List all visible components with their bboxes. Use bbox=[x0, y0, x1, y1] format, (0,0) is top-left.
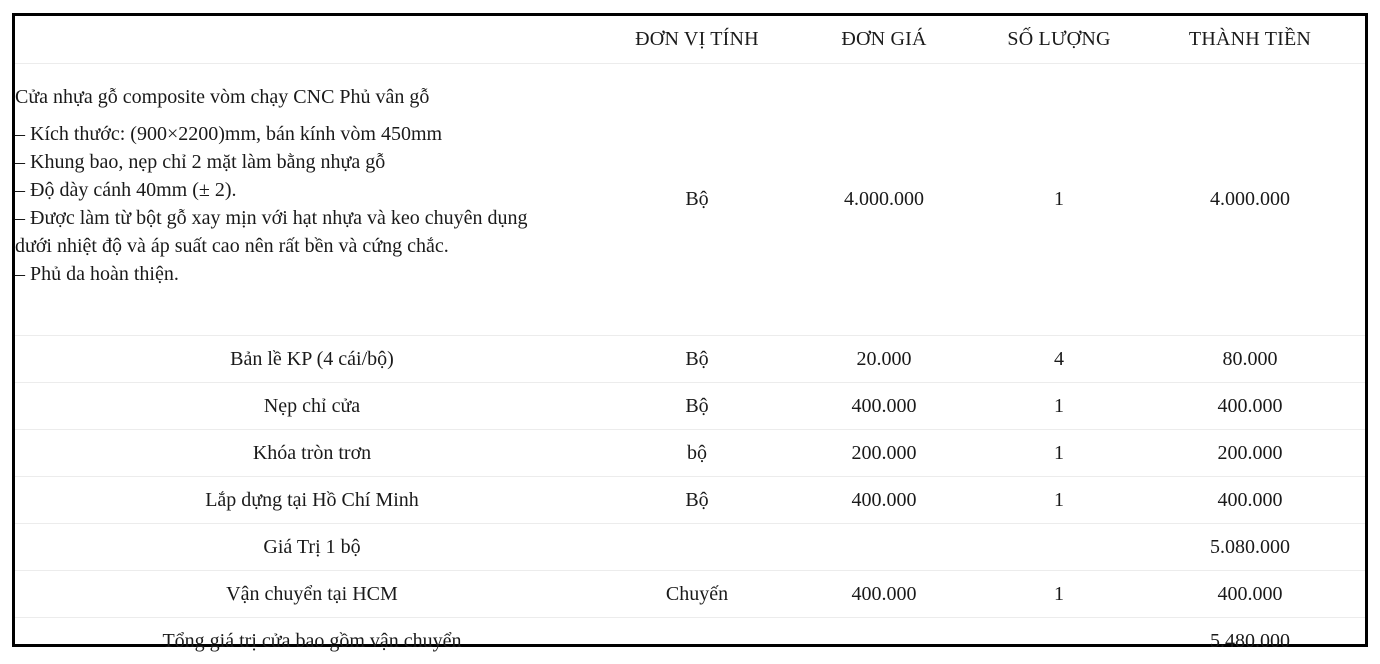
cell-total: 400.000 bbox=[1135, 383, 1365, 430]
cell-total: 80.000 bbox=[1135, 336, 1365, 383]
cell-total: 400.000 bbox=[1135, 571, 1365, 618]
cell-total: 4.000.000 bbox=[1135, 64, 1365, 336]
quote-table-frame bbox=[12, 13, 1368, 647]
cell-total: 5.480.000 bbox=[1135, 618, 1365, 664]
cell-name: Vận chuyển tại HCM bbox=[15, 571, 609, 618]
cell-unit: bộ bbox=[609, 430, 785, 477]
cell-price: 400.000 bbox=[785, 571, 983, 618]
cell-price bbox=[785, 524, 983, 571]
header-unit: ĐƠN VỊ TÍNH bbox=[609, 16, 785, 64]
table-header-row bbox=[15, 16, 1365, 64]
main-product-row bbox=[15, 64, 1365, 336]
cell-total: 5.080.000 bbox=[1135, 524, 1365, 571]
product-description bbox=[15, 64, 609, 336]
cell-unit: Bộ bbox=[609, 477, 785, 524]
cell-quantity: 1 bbox=[983, 571, 1135, 618]
header-quantity: SỐ LƯỢNG bbox=[983, 16, 1135, 64]
cell-unit: Chuyến bbox=[609, 571, 785, 618]
cell-quantity: 1 bbox=[983, 383, 1135, 430]
cell-name: Giá Trị 1 bộ bbox=[15, 524, 609, 571]
cell-quantity: 4 bbox=[983, 336, 1135, 383]
table-row bbox=[15, 571, 1365, 618]
table-row bbox=[15, 477, 1365, 524]
cell-name: Khóa tròn trơn bbox=[15, 430, 609, 477]
spec-line: dưới nhiệt độ và áp suất cao nên rất bền và cứng chắc. bbox=[15, 232, 609, 260]
cell-total: 200.000 bbox=[1135, 430, 1365, 477]
grand-total-row bbox=[15, 618, 1365, 664]
subtotal-row bbox=[15, 524, 1365, 571]
cell-unit: Bộ bbox=[609, 383, 785, 430]
cell-unit bbox=[609, 618, 785, 664]
table-row bbox=[15, 336, 1365, 383]
cell-quantity bbox=[983, 618, 1135, 664]
spec-line: – Phủ da hoàn thiện. bbox=[15, 260, 609, 288]
cell-price: 400.000 bbox=[785, 383, 983, 430]
cell-unit: Bộ bbox=[609, 64, 785, 336]
cell-name: Nẹp chỉ cửa bbox=[15, 383, 609, 430]
cell-unit bbox=[609, 524, 785, 571]
header-price: ĐƠN GIÁ bbox=[785, 16, 983, 64]
cell-name: Tổng giá trị cửa bao gồm vận chuyển bbox=[15, 618, 609, 664]
cell-unit: Bộ bbox=[609, 336, 785, 383]
product-title: Cửa nhựa gỗ composite vòm chạy CNC Phủ vân gỗ bbox=[15, 84, 609, 110]
cell-quantity: 1 bbox=[983, 430, 1135, 477]
cell-name: Lắp dựng tại Hồ Chí Minh bbox=[15, 477, 609, 524]
spec-line: – Kích thước: (900×2200)mm, bán kính vòm 450mm bbox=[15, 120, 609, 148]
cell-price: 200.000 bbox=[785, 430, 983, 477]
header-product bbox=[15, 16, 609, 64]
cell-quantity bbox=[983, 524, 1135, 571]
price-quote-table bbox=[15, 16, 1365, 664]
cell-price bbox=[785, 618, 983, 664]
cell-total: 400.000 bbox=[1135, 477, 1365, 524]
cell-price: 400.000 bbox=[785, 477, 983, 524]
table-row bbox=[15, 430, 1365, 477]
cell-price: 20.000 bbox=[785, 336, 983, 383]
spec-line: – Khung bao, nẹp chỉ 2 mặt làm bằng nhựa gỗ bbox=[15, 148, 609, 176]
spec-line: – Độ dày cánh 40mm (± 2). bbox=[15, 176, 609, 204]
cell-name: Bản lề KP (4 cái/bộ) bbox=[15, 336, 609, 383]
cell-price: 4.000.000 bbox=[785, 64, 983, 336]
cell-quantity: 1 bbox=[983, 64, 1135, 336]
header-total: THÀNH TIỀN bbox=[1135, 16, 1365, 64]
cell-quantity: 1 bbox=[983, 477, 1135, 524]
table-row bbox=[15, 383, 1365, 430]
spec-line: – Được làm từ bột gỗ xay mịn với hạt nhựa và keo chuyên dụng bbox=[15, 204, 609, 232]
